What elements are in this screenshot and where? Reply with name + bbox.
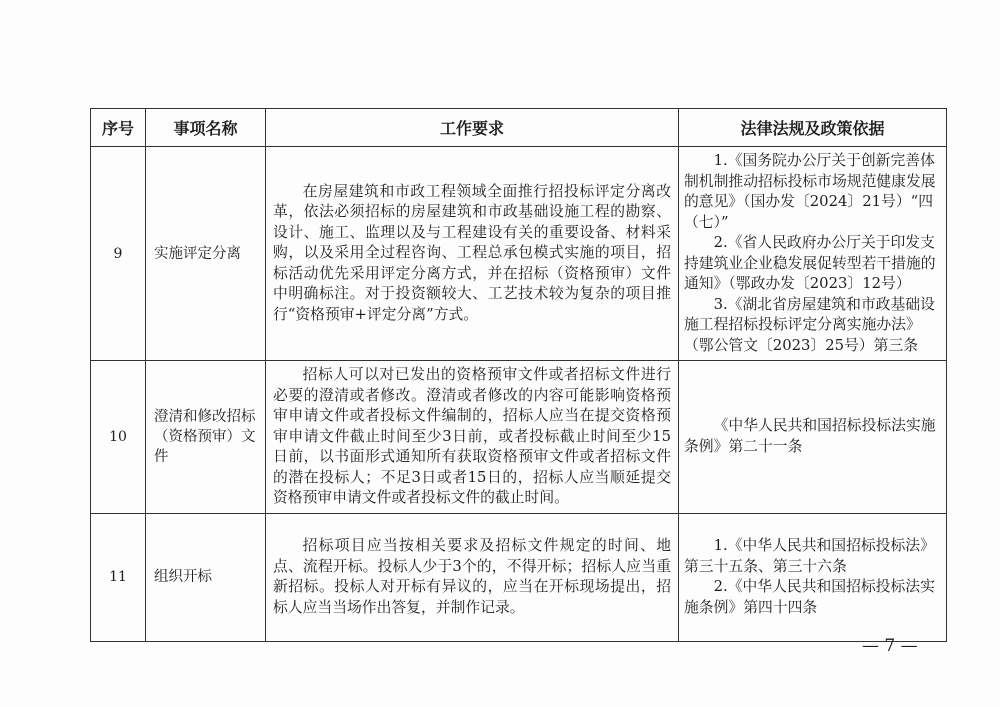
table-header-row	[91, 109, 947, 147]
header-legal-basis: 法律法规及政策依据	[679, 109, 947, 147]
basis-item: 《中华人民共和国招标投标法实施条例》第二十一条	[684, 417, 936, 455]
basis-item: 3.《湖北省房屋建筑和市政基础设施工程招标投标评定分离实施办法》（鄂公管文〔2023〕25号）第三条	[684, 295, 935, 354]
table-row	[91, 513, 947, 641]
header-requirement: 工作要求	[266, 109, 679, 147]
row-number: 10	[91, 361, 146, 514]
policy-table	[90, 108, 947, 642]
requirement-text: 招标项目应当按相关要求及招标文件规定的时间、地点、流程开标。投标人少于3个的，不得开标；招标人应当重新招标。投标人对开标有异议的，应当在开标现场提出，招标人应当当场作出答复，并制作记录。	[273, 537, 671, 616]
table-row	[91, 147, 947, 361]
requirement-text: 招标人可以对已发出的资格预审文件或者招标文件进行必要的澄清或者修改。澄清或者修改的内容可能影响资格预审申请文件或者投标文件编制的，招标人应当在提交资格预审申请文件截止时间至少3日前，或者投标截止时间至少15日前，以书面形式通知所有获取资格预审文件或者招标文件的潜在投标人；不足3日或者15日的，招标人应当顺延提交资格预审申请文件或者投标文件的截止时间。	[273, 366, 671, 506]
row-number: 9	[91, 147, 146, 361]
item-name: 实施评定分离	[146, 147, 266, 361]
page-number: — 7 —	[862, 636, 918, 656]
basis-item: 2.《省人民政府办公厅关于印发支持建筑业企业稳发展促转型若干措施的通知》（鄂政办发〔2023〕12号）	[684, 234, 936, 292]
requirement-text: 在房屋建筑和市政工程领域全面推行招投标评定分离改革，依法必须招标的房屋建筑和市政基础设施工程的勘察、设计、施工、监理以及与工程建设有关的重要设备、材料采购，以及采用全过程咨询、工程总承包模式实施的项目，招标活动优先采用评定分离方式，并在招标（资格预审）文件中明确标注。对于投资额较大、工艺技术较为复杂的项目推行“资格预审+评定分离”方式。	[273, 182, 671, 323]
row-number: 11	[91, 513, 146, 641]
header-number: 序号	[91, 109, 146, 147]
header-item-name: 事项名称	[146, 109, 266, 147]
basis-item: 1.《中华人民共和国招标投标法》第三十五条、第三十六条	[684, 537, 935, 575]
item-name: 组织开标	[146, 513, 266, 641]
basis-item: 2.《中华人民共和国招标投标法实施条例》第四十四条	[684, 578, 935, 616]
table-row	[91, 361, 947, 514]
basis-item: 1.《国务院办公厅关于创新完善体制机制推动招标投标市场规范健康发展的意见》（国办发〔2024〕21号）“四（七）”	[684, 152, 936, 231]
item-name: 澄清和修改招标（资格预审）文件	[146, 361, 266, 514]
